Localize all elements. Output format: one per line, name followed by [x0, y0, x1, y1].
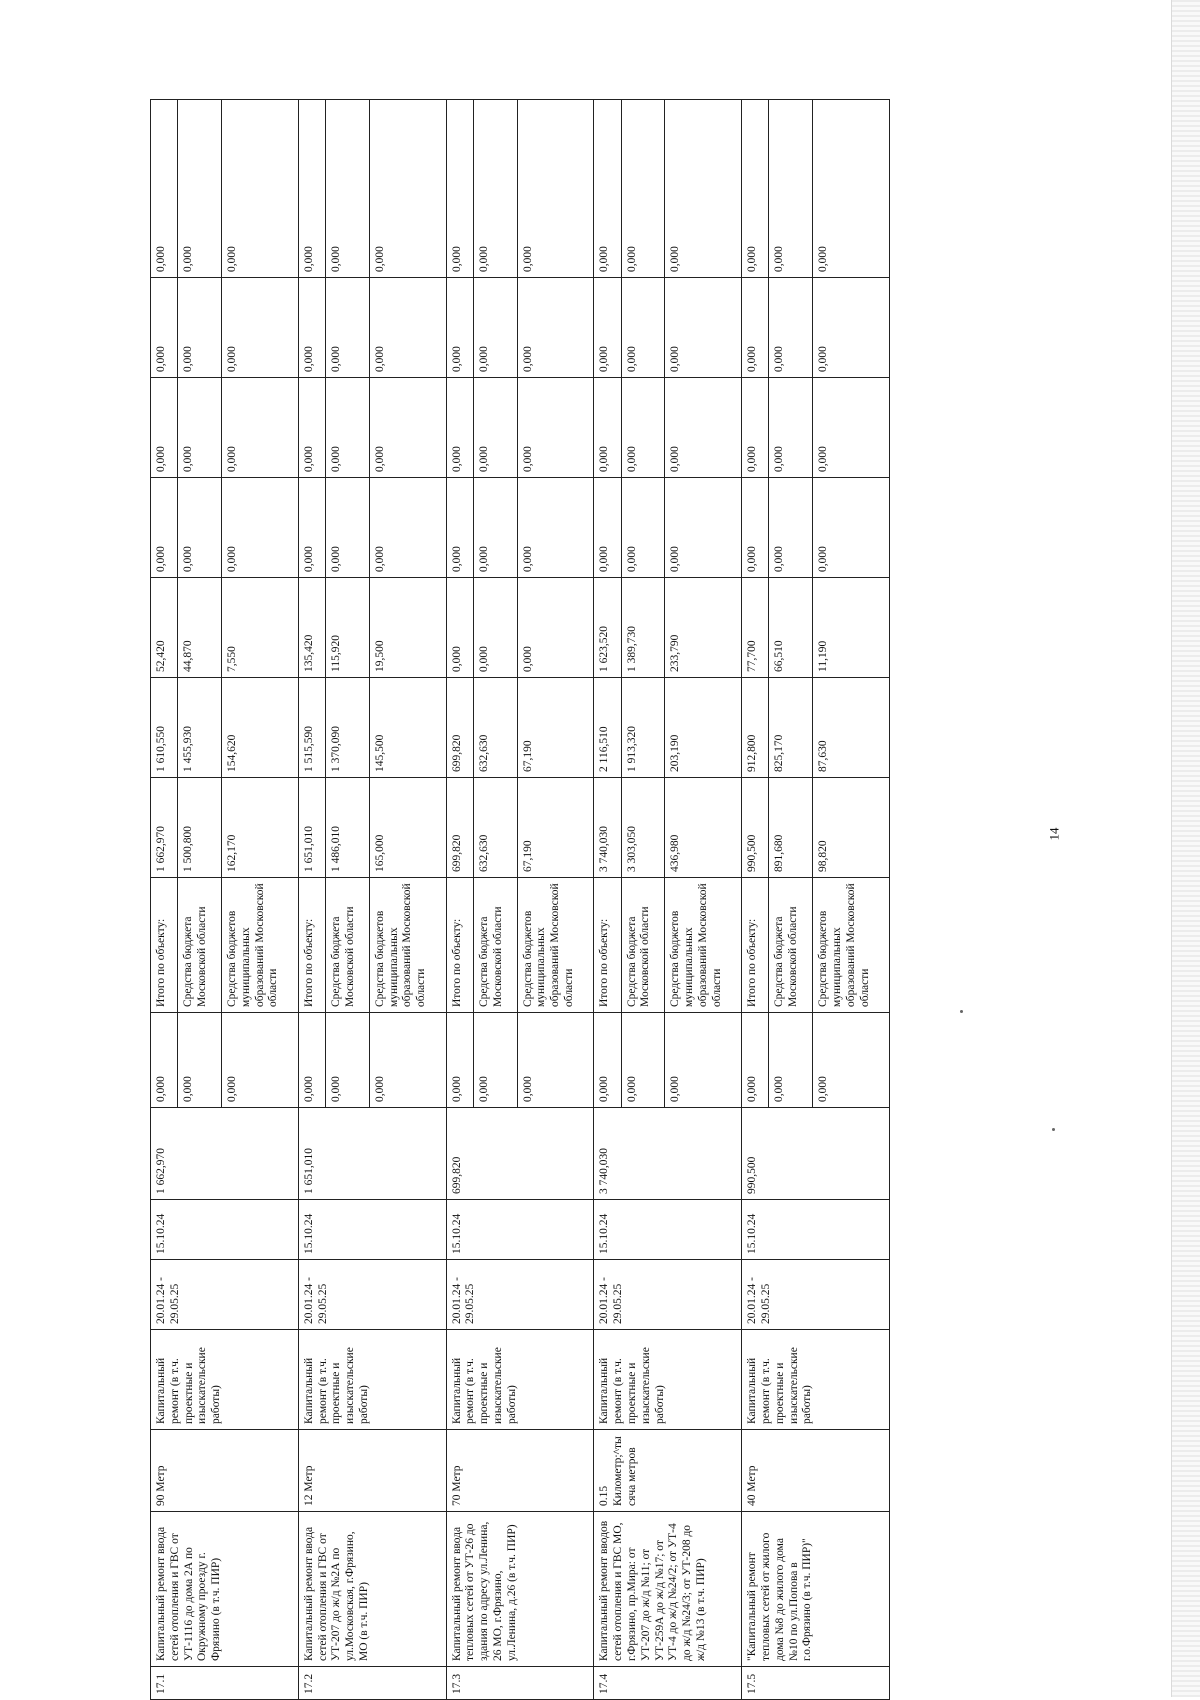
- amount-cell: 0,000: [621, 378, 665, 478]
- amount-cell: 436,980: [665, 778, 742, 878]
- amount-cell: 77,700: [742, 578, 769, 678]
- object-name-cell: Капитальный ремонт ввода сетей отопления и ГВС от УТ-207 до ж/д №2А по ул.Московская, г.Фрязино, МО (в т.ч. ПИР): [298, 1512, 446, 1667]
- capacity-cell: 40 Метр: [742, 1430, 890, 1512]
- amount-cell: 0,000: [222, 478, 299, 578]
- amount-cell: 0,000: [369, 100, 446, 278]
- amount-cell: 0,000: [813, 378, 890, 478]
- amount-cell: 7,550: [222, 578, 299, 678]
- table-row: [446, 100, 473, 1700]
- amount-cell: 0,000: [742, 278, 769, 378]
- date-cell: 15.10.24: [298, 1200, 446, 1260]
- amount-cell: 0,000: [594, 100, 621, 278]
- amount-cell: 0,000: [369, 278, 446, 378]
- amount-cell: 0,000: [594, 478, 621, 578]
- amount-cell: 0,000: [178, 100, 222, 278]
- table-row: [298, 100, 325, 1700]
- amount-cell: 0,000: [326, 100, 370, 278]
- amount-cell: 0,000: [326, 378, 370, 478]
- row-number-cell: 17.3: [446, 1667, 594, 1700]
- amount-cell: 67,190: [517, 678, 594, 778]
- amount-cell: 990,500: [742, 778, 769, 878]
- amount-cell: 0,000: [594, 378, 621, 478]
- amount-cell: 1 651,010: [298, 778, 325, 878]
- scan-edge: [1171, 0, 1200, 1697]
- amount-cell: 1 662,970: [151, 778, 178, 878]
- funded-cell: 0,000: [369, 1013, 446, 1108]
- amount-cell: 0,000: [446, 578, 473, 678]
- funding-source-cell: Средства бюджета Московской области: [769, 878, 813, 1013]
- amount-cell: 98,820: [813, 778, 890, 878]
- amount-cell: 162,170: [222, 778, 299, 878]
- capacity-cell: 90 Метр: [151, 1430, 299, 1512]
- amount-cell: 0,000: [178, 478, 222, 578]
- date-cell: 15.10.24: [594, 1200, 742, 1260]
- amount-cell: 52,420: [151, 578, 178, 678]
- funded-cell: 0,000: [178, 1013, 222, 1108]
- funding-source-cell: Средства бюджета Московской области: [178, 878, 222, 1013]
- amount-cell: 0,000: [222, 378, 299, 478]
- amount-cell: 0,000: [222, 100, 299, 278]
- object-name-cell: Капитальный ремонт ввода сетей отопления и ГВС от УТ-1116 до дома 2А по Окружному проезду г. Фрязино (в т.ч. ПИР): [151, 1512, 299, 1667]
- amount-cell: 0,000: [298, 100, 325, 278]
- table-row: [151, 100, 178, 1700]
- date-cell: 15.10.24: [742, 1200, 890, 1260]
- funding-source-cell: Итого по объекту:: [594, 878, 621, 1013]
- funded-cell: 0,000: [151, 1013, 178, 1108]
- amount-cell: 0,000: [473, 378, 517, 478]
- cost-cell: 1 662,970: [151, 1108, 299, 1200]
- date-cell: 15.10.24: [446, 1200, 594, 1260]
- amount-cell: 19,500: [369, 578, 446, 678]
- amount-cell: 67,190: [517, 778, 594, 878]
- amount-cell: 0,000: [517, 578, 594, 678]
- capacity-cell: 12 Метр: [298, 1430, 446, 1512]
- amount-cell: 0,000: [742, 378, 769, 478]
- amount-cell: 699,820: [446, 678, 473, 778]
- funding-source-cell: Средства бюджета Московской области: [621, 878, 665, 1013]
- funded-cell: 0,000: [473, 1013, 517, 1108]
- row-number-cell: 17.2: [298, 1667, 446, 1700]
- amount-cell: 203,190: [665, 678, 742, 778]
- amount-cell: 0,000: [742, 478, 769, 578]
- amount-cell: 87,630: [813, 678, 890, 778]
- row-number-cell: 17.1: [151, 1667, 299, 1700]
- amount-cell: 0,000: [813, 100, 890, 278]
- object-name-cell: Капитальный ремонт ввода тепловых сетей от УТ-26 до здания по адресу ул.Ленина, 26 МО, г.Фрязино, ул.Ленина, д.26 (в т.ч. ПИР): [446, 1512, 594, 1667]
- cost-cell: 1 651,010: [298, 1108, 446, 1200]
- table-row: [742, 100, 769, 1700]
- period-cell: 20.01.24 - 29.05.25: [446, 1260, 594, 1330]
- amount-cell: 0,000: [178, 278, 222, 378]
- cost-cell: 990,500: [742, 1108, 890, 1200]
- table-body: [151, 100, 890, 1700]
- amount-cell: 1 500,800: [178, 778, 222, 878]
- funded-cell: 0,000: [769, 1013, 813, 1108]
- amount-cell: 44,870: [178, 578, 222, 678]
- amount-cell: 0,000: [769, 378, 813, 478]
- amount-cell: 0,000: [178, 378, 222, 478]
- scan-speck: [960, 1010, 963, 1013]
- amount-cell: 912,800: [742, 678, 769, 778]
- amount-cell: 1 455,930: [178, 678, 222, 778]
- funded-cell: 0,000: [621, 1013, 665, 1108]
- amount-cell: 0,000: [769, 478, 813, 578]
- amount-cell: 1 389,730: [621, 578, 665, 678]
- amount-cell: 0,000: [446, 478, 473, 578]
- amount-cell: 0,000: [621, 100, 665, 278]
- funding-source-cell: Средства бюджета Московской области: [326, 878, 370, 1013]
- cost-cell: 699,820: [446, 1108, 594, 1200]
- amount-cell: 0,000: [473, 578, 517, 678]
- funded-cell: 0,000: [594, 1013, 621, 1108]
- amount-cell: 0,000: [151, 378, 178, 478]
- amount-cell: 0,000: [369, 478, 446, 578]
- amount-cell: 825,170: [769, 678, 813, 778]
- row-number-cell: 17.5: [742, 1667, 890, 1700]
- work-type-cell: Капитальный ремонт (в т.ч. проектные и изыскательские работы): [298, 1330, 446, 1430]
- investment-objects-table: [150, 99, 890, 1700]
- amount-cell: 632,630: [473, 778, 517, 878]
- cost-cell: 3 740,030: [594, 1108, 742, 1200]
- object-name-cell: "Капитальный ремонт тепловых сетей от жилого дома №8 до жилого дома №10 по ул.Попова в г.о.Фрязино (в т.ч. ПИР)": [742, 1512, 890, 1667]
- period-cell: 20.01.24 - 29.05.25: [151, 1260, 299, 1330]
- amount-cell: 699,820: [446, 778, 473, 878]
- amount-cell: 1 610,550: [151, 678, 178, 778]
- amount-cell: 233,790: [665, 578, 742, 678]
- funded-cell: 0,000: [222, 1013, 299, 1108]
- page-number: 14: [1046, 827, 1062, 841]
- funded-cell: 0,000: [813, 1013, 890, 1108]
- funded-cell: 0,000: [665, 1013, 742, 1108]
- amount-cell: 0,000: [151, 100, 178, 278]
- table-row: [594, 100, 621, 1700]
- amount-cell: 0,000: [446, 100, 473, 278]
- scan-speck: [1052, 1128, 1055, 1131]
- amount-cell: 66,510: [769, 578, 813, 678]
- row-number-cell: 17.4: [594, 1667, 742, 1700]
- amount-cell: 0,000: [665, 478, 742, 578]
- period-cell: 20.01.24 - 29.05.25: [594, 1260, 742, 1330]
- work-type-cell: Капитальный ремонт (в т.ч. проектные и изыскательские работы): [742, 1330, 890, 1430]
- amount-cell: 145,500: [369, 678, 446, 778]
- amount-cell: 2 116,510: [594, 678, 621, 778]
- amount-cell: 0,000: [298, 478, 325, 578]
- amount-cell: 0,000: [665, 278, 742, 378]
- amount-cell: 1 370,090: [326, 678, 370, 778]
- amount-cell: 0,000: [813, 478, 890, 578]
- amount-cell: 0,000: [222, 278, 299, 378]
- funding-source-cell: Средства бюджетов муниципальных образований Московской области: [517, 878, 594, 1013]
- period-cell: 20.01.24 - 29.05.25: [742, 1260, 890, 1330]
- amount-cell: 0,000: [517, 100, 594, 278]
- amount-cell: 0,000: [473, 478, 517, 578]
- amount-cell: 0,000: [473, 278, 517, 378]
- amount-cell: 1 486,010: [326, 778, 370, 878]
- amount-cell: 3 740,030: [594, 778, 621, 878]
- rotated-table-sheet: [150, 100, 890, 1700]
- work-type-cell: Капитальный ремонт (в т.ч. проектные и изыскательские работы): [594, 1330, 742, 1430]
- object-name-cell: Капитальный ремонт вводов сетей отопления и ГВС МО, г.Фрязино, пр.Мира: от УТ-207 до ж/д №11; от УТ-259А до ж/д №17; от УТ-4 до ж/д №24/2; от УТ-4 до ж/д №24/3; от УТ-208 до ж/д №13 (в т.ч. ПИР): [594, 1512, 742, 1667]
- amount-cell: 3 303,050: [621, 778, 665, 878]
- amount-cell: 0,000: [594, 278, 621, 378]
- amount-cell: 0,000: [473, 100, 517, 278]
- funded-cell: 0,000: [742, 1013, 769, 1108]
- amount-cell: 0,000: [517, 378, 594, 478]
- work-type-cell: Капитальный ремонт (в т.ч. проектные и изыскательские работы): [151, 1330, 299, 1430]
- funding-source-cell: Средства бюджета Московской области: [473, 878, 517, 1013]
- amount-cell: 0,000: [742, 100, 769, 278]
- funding-source-cell: Средства бюджетов муниципальных образований Московской области: [665, 878, 742, 1013]
- amount-cell: 0,000: [151, 278, 178, 378]
- amount-cell: 0,000: [446, 278, 473, 378]
- amount-cell: 0,000: [517, 478, 594, 578]
- funding-source-cell: Итого по объекту:: [298, 878, 325, 1013]
- amount-cell: 115,920: [326, 578, 370, 678]
- amount-cell: 0,000: [298, 378, 325, 478]
- amount-cell: 0,000: [665, 100, 742, 278]
- funding-source-cell: Итого по объекту:: [446, 878, 473, 1013]
- funded-cell: 0,000: [326, 1013, 370, 1108]
- amount-cell: 0,000: [621, 278, 665, 378]
- amount-cell: 0,000: [517, 278, 594, 378]
- amount-cell: 0,000: [621, 478, 665, 578]
- period-cell: 20.01.24 - 29.05.25: [298, 1260, 446, 1330]
- funding-source-cell: Средства бюджетов муниципальных образований Московской области: [813, 878, 890, 1013]
- date-cell: 15.10.24: [151, 1200, 299, 1260]
- funded-cell: 0,000: [298, 1013, 325, 1108]
- amount-cell: 632,630: [473, 678, 517, 778]
- amount-cell: 1 515,590: [298, 678, 325, 778]
- amount-cell: 0,000: [369, 378, 446, 478]
- amount-cell: 0,000: [813, 278, 890, 378]
- funded-cell: 0,000: [517, 1013, 594, 1108]
- funding-source-cell: Средства бюджетов муниципальных образований Московской области: [369, 878, 446, 1013]
- funded-cell: 0,000: [446, 1013, 473, 1108]
- amount-cell: 135,420: [298, 578, 325, 678]
- amount-cell: 0,000: [326, 278, 370, 378]
- amount-cell: 0,000: [298, 278, 325, 378]
- amount-cell: 0,000: [769, 100, 813, 278]
- amount-cell: 0,000: [326, 478, 370, 578]
- capacity-cell: 0.15 Километр;^тысяча метров: [594, 1430, 742, 1512]
- capacity-cell: 70 Метр: [446, 1430, 594, 1512]
- amount-cell: 0,000: [665, 378, 742, 478]
- amount-cell: 154,620: [222, 678, 299, 778]
- amount-cell: 11,190: [813, 578, 890, 678]
- amount-cell: 891,680: [769, 778, 813, 878]
- amount-cell: 0,000: [769, 278, 813, 378]
- amount-cell: 1 913,320: [621, 678, 665, 778]
- amount-cell: 0,000: [151, 478, 178, 578]
- funding-source-cell: Средства бюджетов муниципальных образований Московской области: [222, 878, 299, 1013]
- amount-cell: 0,000: [446, 378, 473, 478]
- amount-cell: 165,000: [369, 778, 446, 878]
- work-type-cell: Капитальный ремонт (в т.ч. проектные и изыскательские работы): [446, 1330, 594, 1430]
- funding-source-cell: Итого по объекту:: [742, 878, 769, 1013]
- amount-cell: 1 623,520: [594, 578, 621, 678]
- funding-source-cell: Итого по объекту:: [151, 878, 178, 1013]
